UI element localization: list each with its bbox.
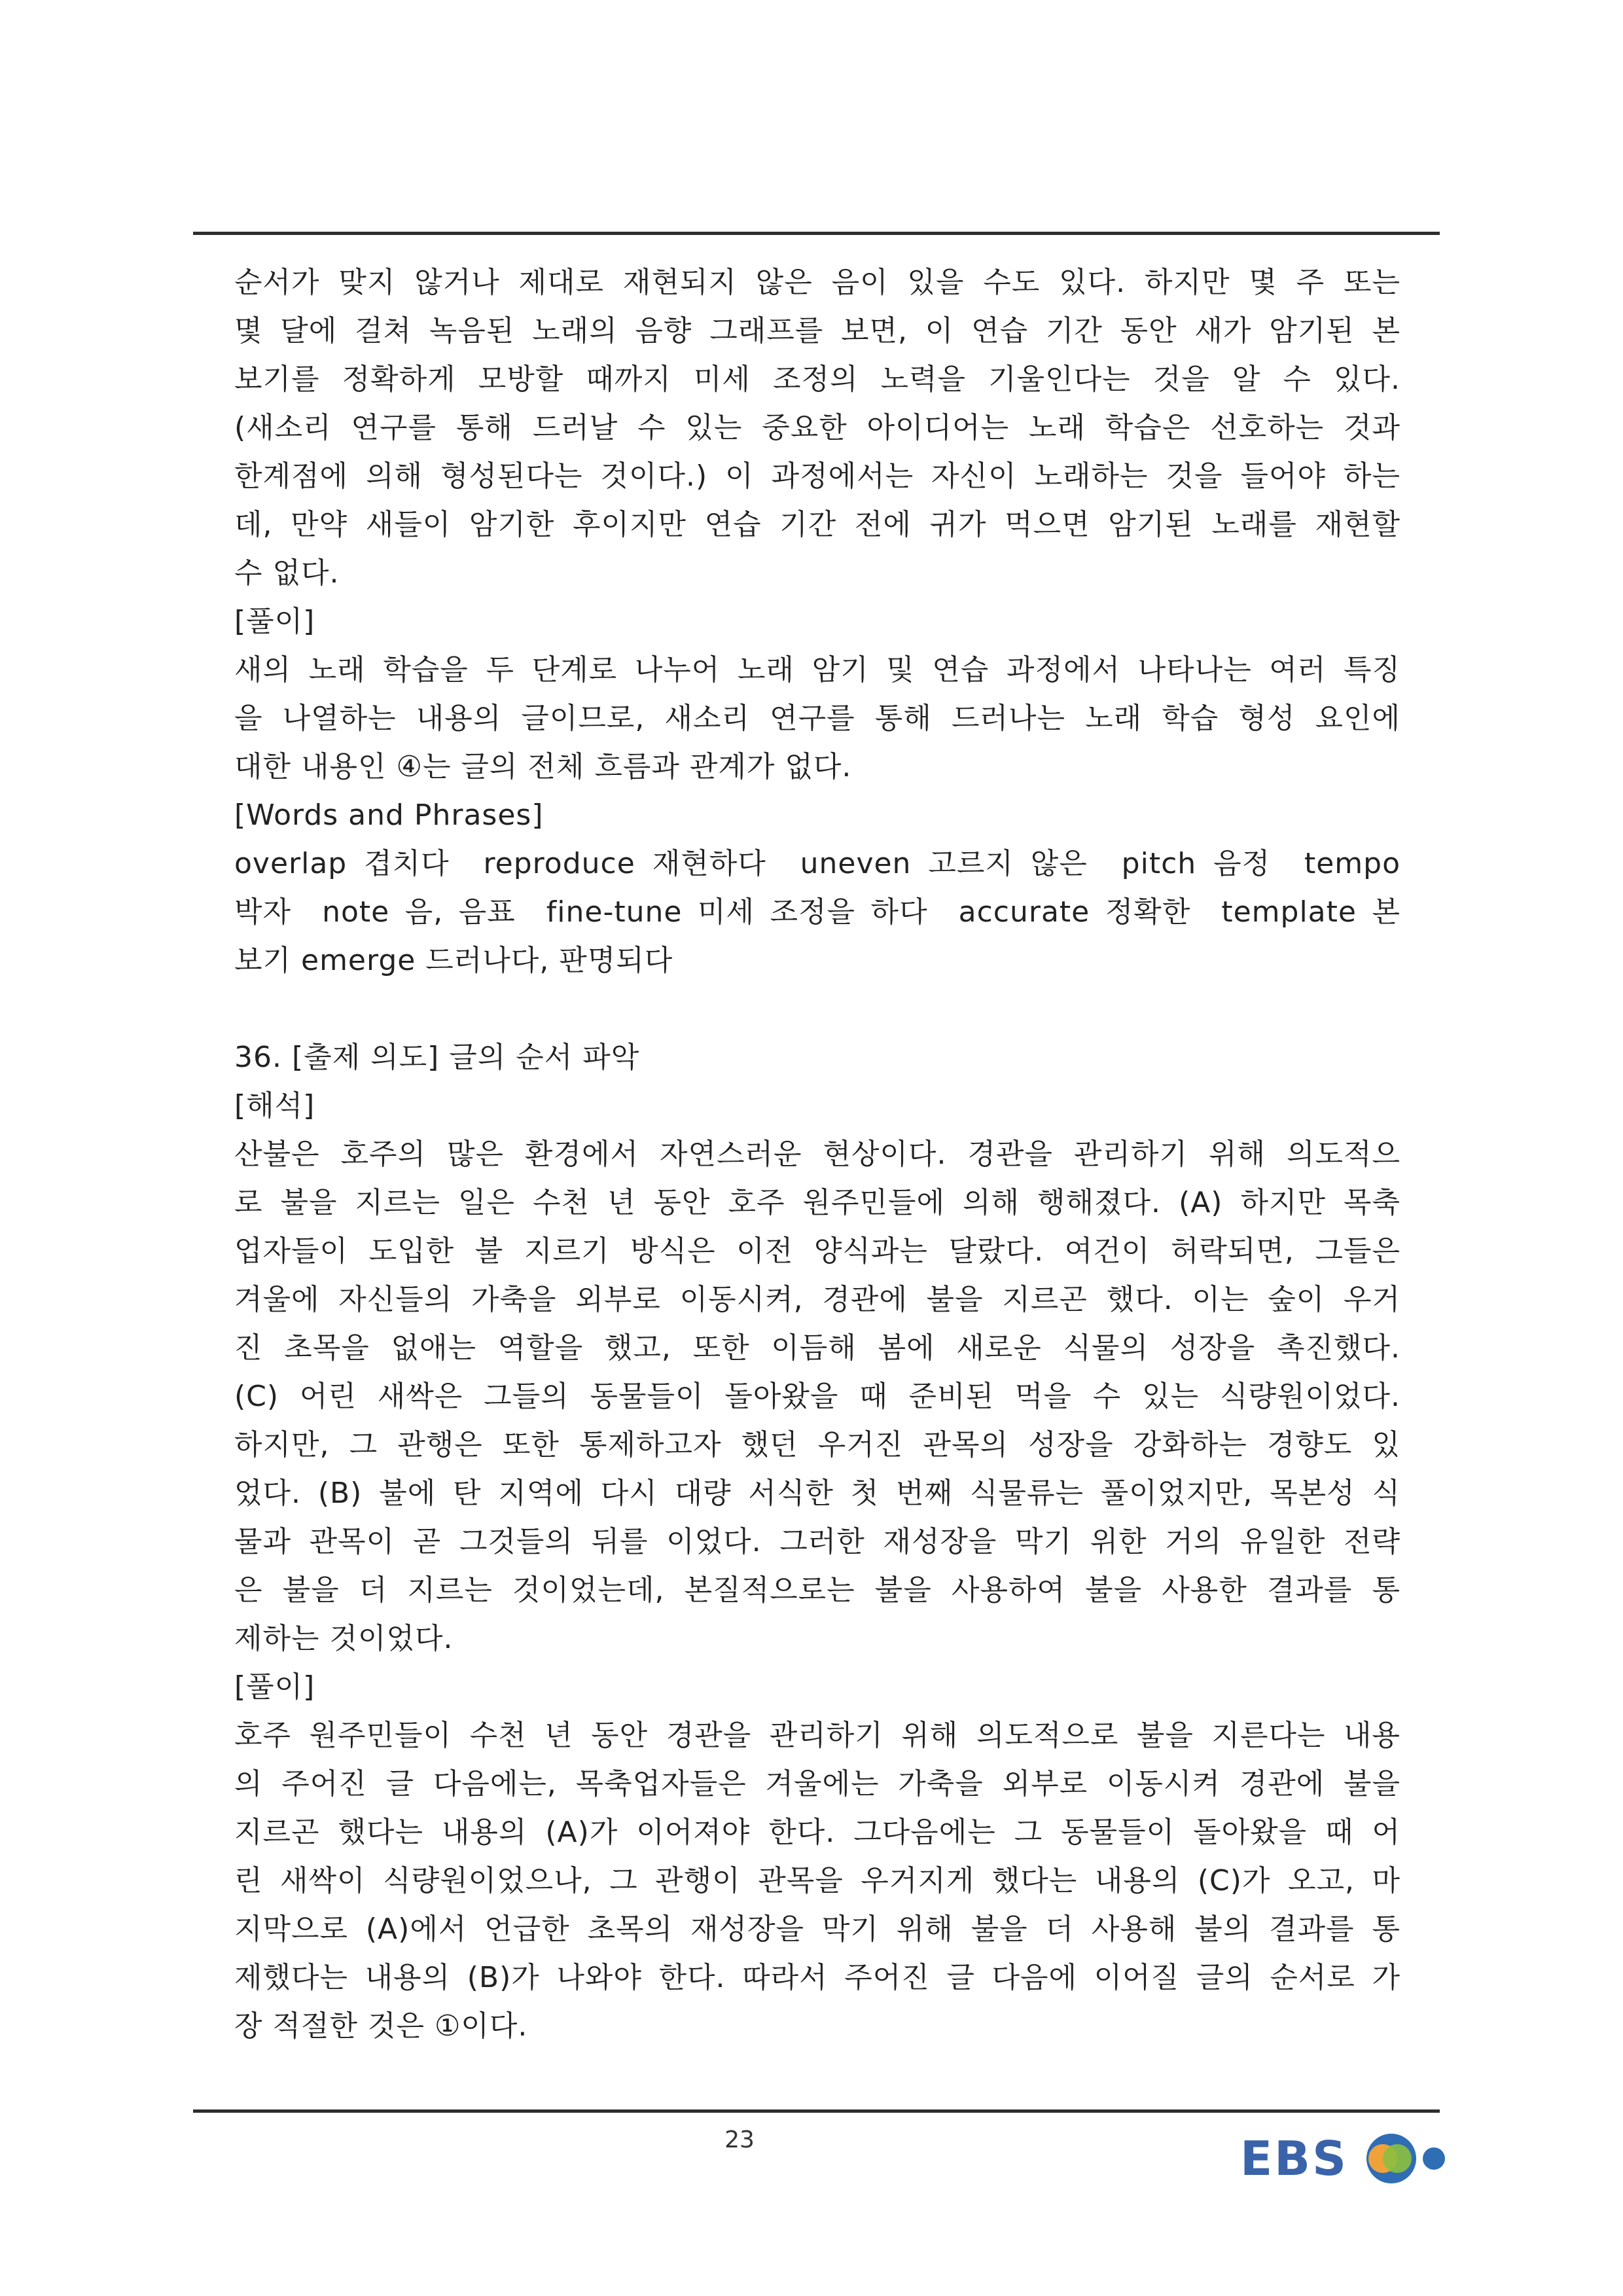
section-label-words-and-phrases: [Words and Phrases] [234,798,544,832]
body-line: 보기를 정확하게 모방할 때까지 미세 조정의 노력을 기울인다는 것을 알 수 있다. [234,363,1400,396]
body-line: 지르곤 했다는 내용의 (A)가 이어져야 한다. 그다음에는 그 동물들이 돌아왔을 때 어 [234,1816,1400,1849]
vocabulary-line: 보기 emerge 드러나다, 판명되다 [234,944,673,977]
ebs-logo-text: EBS [1240,2131,1348,2186]
section-label-translation: [해석] [234,1089,315,1122]
body-line: 제하는 것이었다. [234,1622,454,1655]
body-line: 은 불을 더 지르는 것이었는데, 본질적으로는 불을 사용하여 불을 사용한 결과를 통 [234,1573,1400,1607]
body-line: 었다. (B) 불에 탄 지역에 다시 대량 서식한 첫 번째 식물류는 풀이었지만, 목본성 식 [234,1477,1400,1510]
page-number: 23 [724,2126,755,2153]
ebs-logo-icon [1240,2127,1456,2200]
document-body [234,259,1400,2051]
body-line: 데, 만약 새들이 암기한 후이지만 연습 기간 전에 귀가 먹으면 암기된 노래를 재현할 [234,508,1400,541]
body-line: 겨울에 자신들의 가축을 외부로 이동시켜, 경관에 불을 지르곤 했다. 이는 숲이 우거 [234,1283,1400,1316]
body-line: 대한 내용인 ④는 글의 전체 흐름과 관계가 없다. [234,750,852,783]
body-line: 진 초목을 없애는 역할을 했고, 또한 이듬해 봄에 새로운 식물의 성장을 촉진했다. [234,1331,1400,1365]
section-label-explanation: [풀이] [234,1670,315,1704]
body-line: 하지만, 그 관행은 또한 통제하고자 했던 우거진 관목의 성장을 강화하는 경향도 있 [234,1428,1400,1462]
body-line: 의 주어진 글 다음에는, 목축업자들은 겨울에는 가축을 외부로 이동시켜 경관에 불을 [234,1767,1400,1801]
body-line: (새소리 연구를 통해 드러날 수 있는 중요한 아이디어는 노래 학습은 선호하는 것과 [234,411,1400,444]
header-rule [193,232,1440,235]
body-line: 제했다는 내용의 (B)가 나와야 한다. 따라서 주어진 글 다음에 이어질 글의 순서로 가 [234,1961,1400,1994]
ebs-logo [1240,2127,1456,2200]
vocabulary-line: overlap 겹치다 reproduce 재현하다 uneven 고르지 않은 pitch 음정 tempo [234,847,1400,880]
body-line: 을 나열하는 내용의 글이므로, 새소리 연구를 통해 드러나는 노래 학습 형성 요인에 [234,702,1400,735]
body-line: 업자들이 도입한 불 지르기 방식은 이전 양식과는 달랐다. 여건이 허락되면, 그들은 [234,1234,1400,1268]
body-line: 한계점에 의해 형성된다는 것이다.) 이 과정에서는 자신이 노래하는 것을 들어야 하는 [234,459,1400,493]
body-line: (C) 어린 새싹은 그들의 동물들이 돌아왔을 때 준비된 먹을 수 있는 식량원이었다. [234,1380,1400,1413]
body-line: 몇 달에 걸쳐 녹음된 노래의 음향 그래프를 보면, 이 연습 기간 동안 새가 암기된 본 [234,314,1400,348]
body-line: 호주 원주민들이 수천 년 동안 경관을 관리하기 위해 의도적으로 불을 지른다는 내용 [234,1719,1400,1752]
vocabulary-line: 박자 note 음, 음표 fine-tune 미세 조정을 하다 accurate 정확한 template 본 [234,895,1400,929]
footer-rule [193,2109,1440,2113]
body-line: 산불은 호주의 많은 환경에서 자연스러운 현상이다. 경관을 관리하기 위해 의도적으 [234,1138,1400,1171]
body-line: 지막으로 (A)에서 언급한 초목의 재성장을 막기 위해 불을 더 사용해 불의 결과를 통 [234,1912,1400,1946]
paragraph-gap [234,985,1400,1033]
question-heading: 36. [출제 의도] 글의 순서 파악 [234,1041,640,1074]
body-line: 수 없다. [234,556,340,590]
section-label-explanation: [풀이] [234,605,315,638]
body-line: 장 적절한 것은 ①이다. [234,2009,528,2043]
body-line: 새의 노래 학습을 두 단계로 나누어 노래 암기 및 연습 과정에서 나타나는 여러 특징 [234,653,1400,687]
body-line: 린 새싹이 식량원이었으나, 그 관행이 관목을 우거지게 했다는 내용의 (C)가 오고, 마 [234,1864,1400,1897]
body-line: 물과 관목이 곧 그것들의 뒤를 이었다. 그러한 재성장을 막기 위한 거의 유일한 전략 [234,1525,1400,1558]
body-line: 로 불을 지르는 일은 수천 년 동안 호주 원주민들에 의해 행해졌다. (A) 하지만 목축 [234,1186,1400,1219]
body-line: 순서가 맞지 않거나 제대로 재현되지 않은 음이 있을 수도 있다. 하지만 몇 주 또는 [234,266,1400,299]
